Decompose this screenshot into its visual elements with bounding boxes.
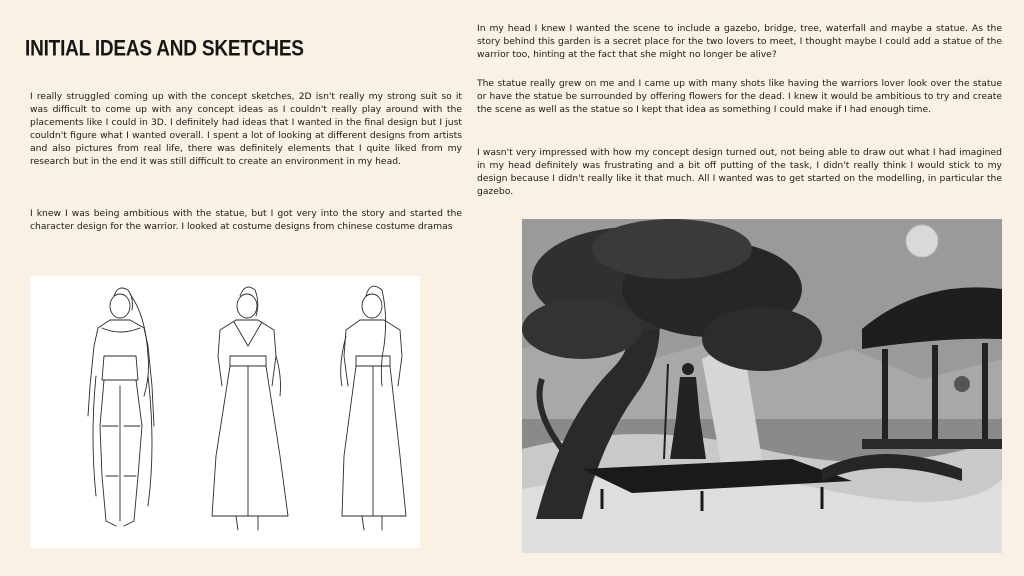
right-paragraph-3: I wasn't very impressed with how my concept design turned out, not being able to draw out what I had imagined in my head definitely was frustrating and a bit off putting of the task, I didn't really think I would stick to my design because I didn't really like it that much. All I wanted was to get started on the modelling, in particular the gazebo.	[477, 147, 1002, 197]
moon	[906, 225, 938, 257]
right-paragraph-1: In my head I knew I wanted the scene to include a gazebo, bridge, tree, waterfall and maybe a statue. As the story behind this garden is a secret place for the two lovers to meet, I thought maybe I could add a statue of the warrior too, hinting at the fact that she might no longer be alive?	[477, 23, 1002, 60]
left-paragraph-1: I really struggled coming up with the concept sketches, 2D isn't really my strong suit so it was difficult to come up with any concept ideas as I couldn't really play around with the placements like I could in 3D. I definitely had ideas that I wanted in the final design but I just couldn't figure what I wanted overall. I spent a lot of looking at different designs from artists and also pictures from real life, there was definitely elements that I quite liked from my research but in the end it was still difficult to create an environment in my head.	[30, 91, 462, 167]
sketch-figure-front	[88, 288, 154, 526]
scene-concept-image	[522, 219, 1002, 553]
sketch-figure-robe	[212, 287, 288, 530]
sketch-figure-back	[341, 286, 406, 530]
character-sketch-image	[30, 276, 420, 548]
page-title: INITIAL IDEAS AND SKETCHES	[25, 37, 304, 62]
right-paragraph-2: The statue really grew on me and I came up with many shots like having the warriors lover look over the statue or have the statue be surrounded by offering flowers for the dead. I knew it would be ambitious to try and create the scene as well as the statue so I kept that idea as something I could make if I had enough time.	[477, 78, 1002, 115]
left-paragraph-2: I knew I was being ambitious with the statue, but I got very into the story and started the character design for the warrior. I looked at costume designs from chinese costume dramas	[30, 208, 462, 232]
